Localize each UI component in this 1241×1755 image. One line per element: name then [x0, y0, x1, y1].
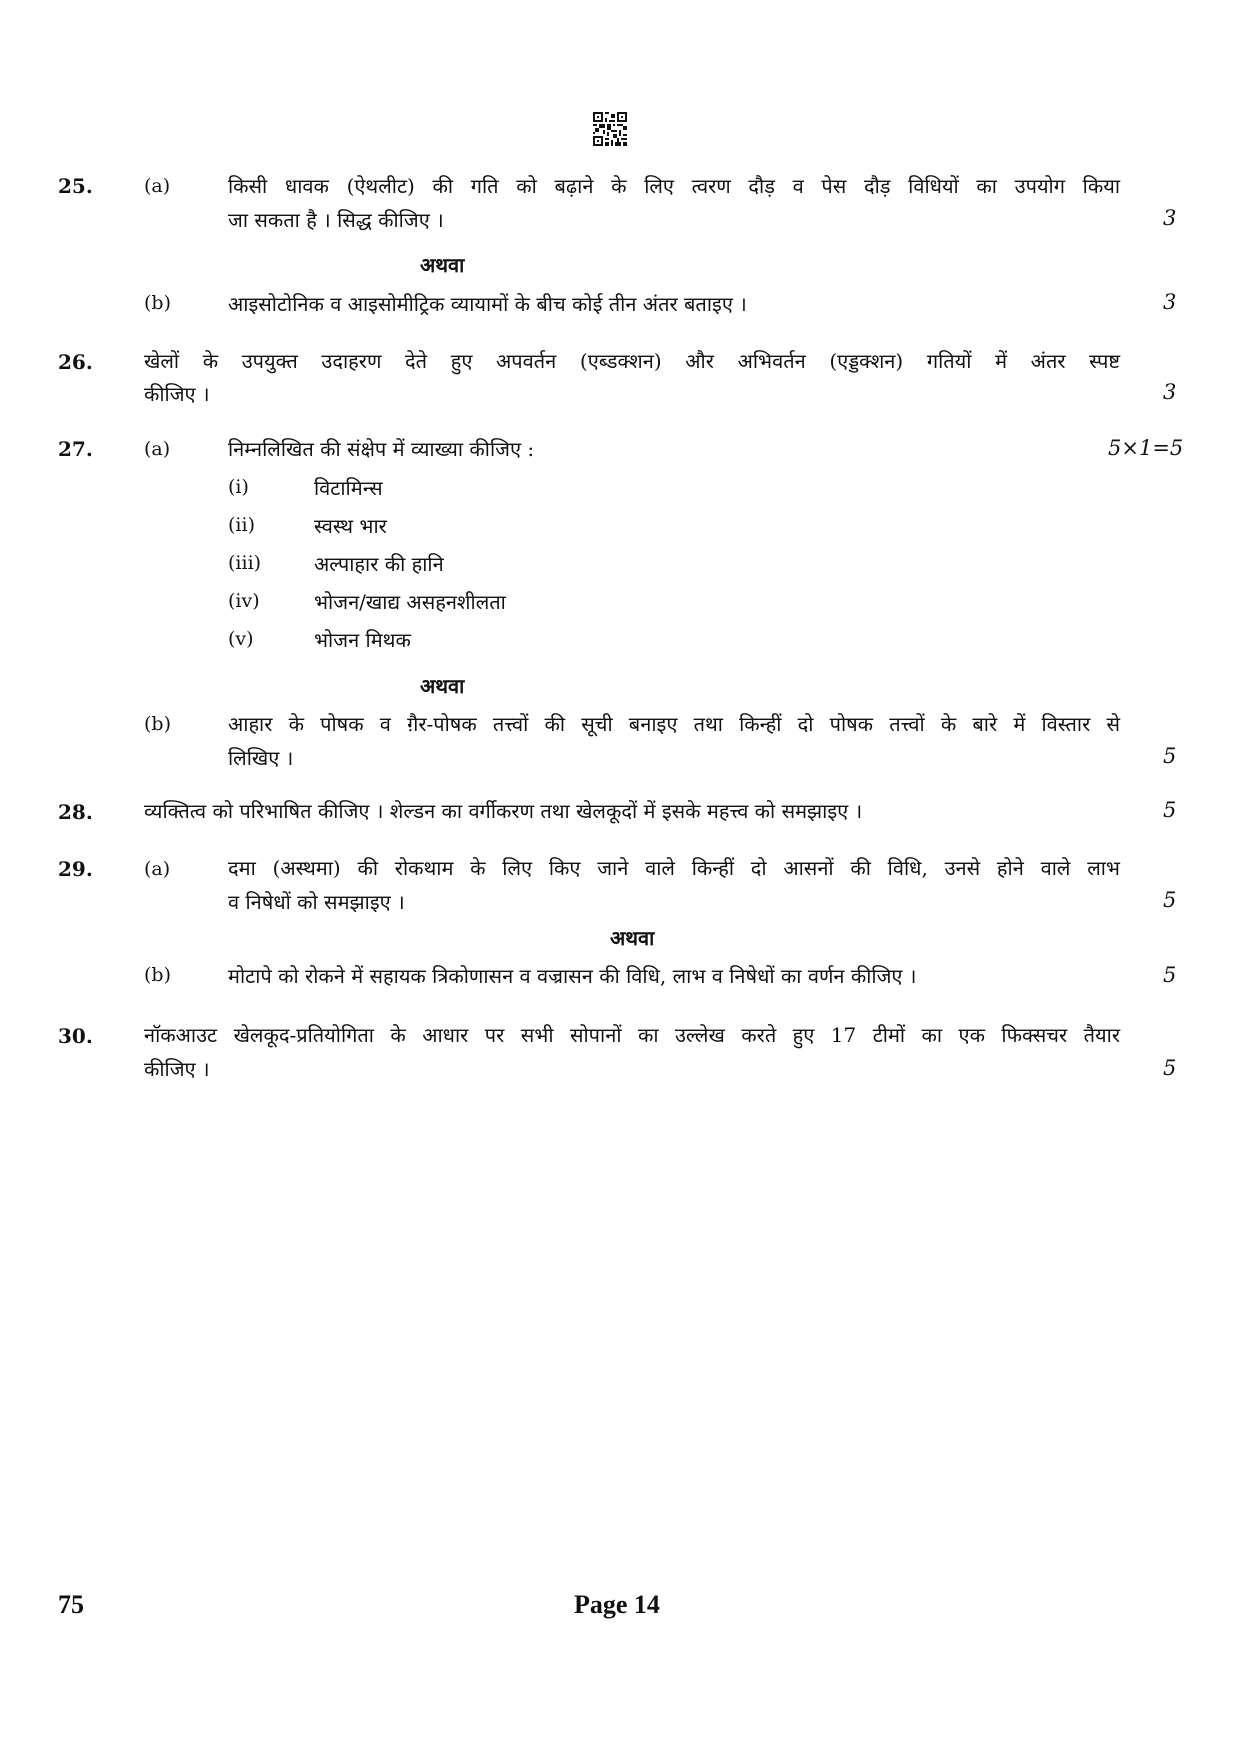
q27-a-marks: 5×1=5 — [1108, 436, 1184, 460]
q27-b-marks: 5 — [1163, 744, 1177, 768]
q29-b-marks: 5 — [1163, 963, 1177, 987]
q30-line1: नॉकआउट खेलकूद-प्रतियोगिता के आधार पर सभी सोपानों का उल्लेख करते हुए 17 टीमों का एक फिक्सचर तैयार — [144, 1023, 1120, 1047]
q29-a-line2: व निषेधों को समझाइए । — [228, 890, 405, 914]
question-number-26: 26. — [58, 350, 93, 374]
q27-item-roman: (v) — [228, 628, 254, 650]
q27-item-roman: (i) — [228, 476, 249, 498]
q27-b-line2: लिखिए । — [228, 746, 294, 770]
q26-line2: कीजिए । — [144, 382, 210, 406]
q25-a-marks: 3 — [1163, 206, 1177, 230]
q27-item-text: भोजन मिथक — [314, 628, 411, 652]
q25-b-marks: 3 — [1163, 290, 1177, 314]
question-number-27: 27. — [58, 437, 93, 461]
q25-part-b-label: (b) — [144, 292, 171, 314]
q27-part-b-label: (b) — [144, 713, 171, 735]
q29-b-text: मोटापे को रोकने में सहायक त्रिकोणासन व वज्रासन की विधि, लाभ व निषेधों का वर्णन कीजिए । — [228, 964, 917, 988]
q25-or-divider: अथवा — [420, 253, 465, 277]
question-number-25: 25. — [58, 174, 93, 198]
paper-code: 75 — [58, 1590, 84, 1619]
q25-a-line2: जा सकता है । सिद्ध कीजिए । — [228, 208, 444, 232]
question-number-29: 29. — [58, 857, 93, 881]
q27-item-text: भोजन/खाद्य असहनशीलता — [314, 590, 506, 614]
q29-part-a-label: (a) — [144, 858, 171, 880]
q29-part-b-label: (b) — [144, 964, 171, 986]
q27-item-roman: (iv) — [228, 590, 260, 612]
q27-or-divider: अथवा — [420, 674, 465, 698]
q27-part-a-label: (a) — [144, 438, 171, 460]
q27-item-text: विटामिन्स — [314, 476, 383, 500]
q27-b-line1: आहार के पोषक व ग़ैर-पोषक तत्त्वों की सूची बनाइए तथा किन्हीं दो पोषक तत्त्वों के बारे में विस्तार से — [228, 712, 1120, 736]
q27-item-roman: (ii) — [228, 514, 255, 536]
q26-line1: खेलों के उपयुक्त उदाहरण देते हुए अपवर्तन (एब्डक्शन) और अभिवर्तन (एड्डक्शन) गतियों में अंतर स्पष्ट — [144, 349, 1120, 373]
q29-a-line1: दमा (अस्थमा) की रोकथाम के लिए किए जाने वाले किन्हीं दो आसनों की विधि, उनसे होने वाले लाभ — [228, 856, 1120, 880]
q27-a-text: निम्नलिखित की संक्षेप में व्याख्या कीजिए : — [228, 437, 535, 461]
q30-marks: 5 — [1163, 1056, 1177, 1080]
page-number: Page 14 — [574, 1590, 660, 1619]
q28-marks: 5 — [1163, 798, 1177, 822]
q27-item-text: अल्पाहार की हानि — [314, 552, 444, 576]
qr-code — [593, 112, 627, 146]
question-number-30: 30. — [58, 1024, 93, 1048]
q30-line2: कीजिए । — [144, 1057, 210, 1081]
q27-item-roman: (iii) — [228, 552, 262, 574]
q26-marks: 3 — [1163, 380, 1177, 404]
q25-b-text: आइसोटोनिक व आइसोमीट्रिक व्यायामों के बीच कोई तीन अंतर बताइए । — [228, 292, 747, 316]
q25-part-a-label: (a) — [144, 175, 171, 197]
q25-a-line1: किसी धावक (ऐथलीट) की गति को बढ़ाने के लिए त्वरण दौड़ व पेस दौड़ विधियों का उपयोग किया — [228, 174, 1120, 198]
q29-a-marks: 5 — [1163, 888, 1177, 912]
question-number-28: 28. — [58, 800, 93, 824]
q29-or-divider: अथवा — [610, 926, 655, 950]
q28-text: व्यक्तित्व को परिभाषित कीजिए । शेल्डन का वर्गीकरण तथा खेलकूदों में इसके महत्त्व को समझाइए । — [144, 799, 863, 823]
q27-item-text: स्वस्थ भार — [314, 514, 387, 538]
